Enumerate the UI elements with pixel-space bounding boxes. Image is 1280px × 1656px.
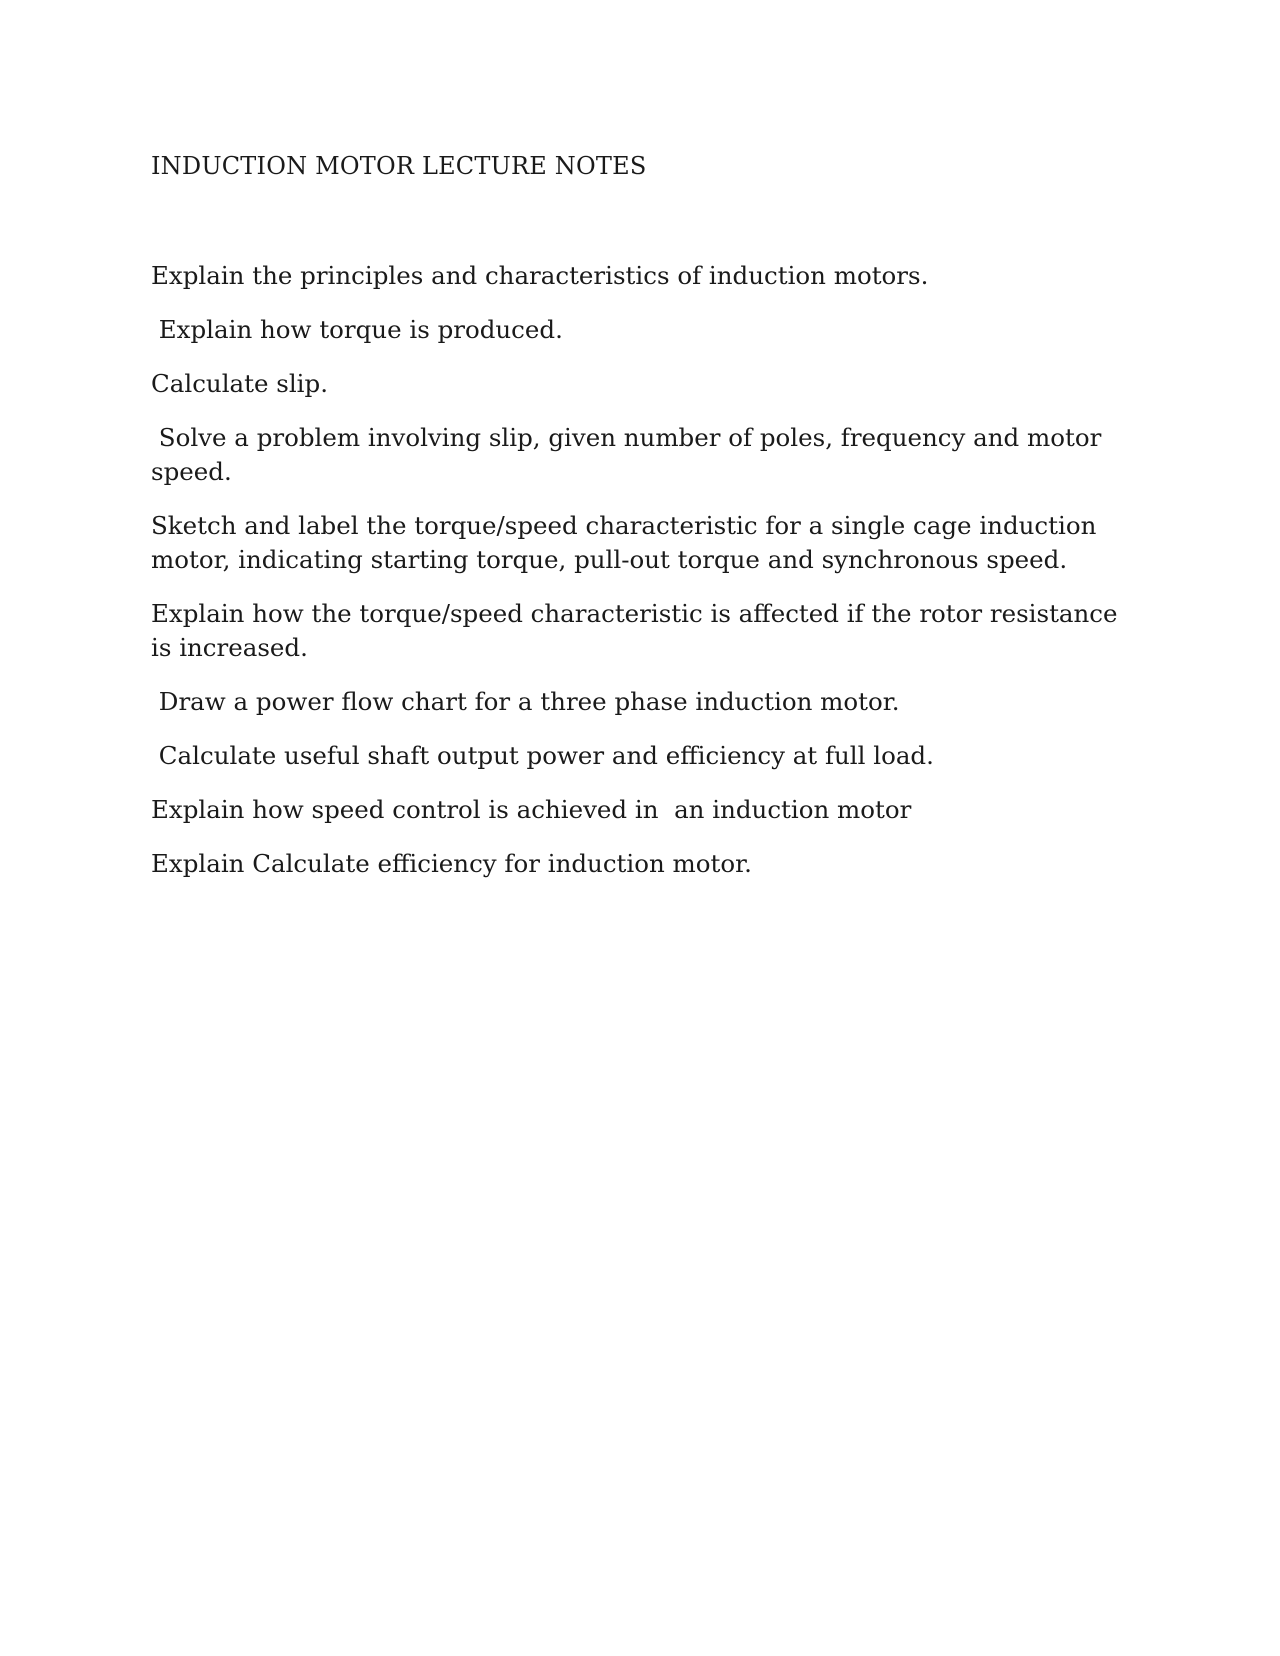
objective-torque-production: Explain how torque is produced. [151,315,563,344]
objective-rotor-resistance: Explain how the torque/speed characteristic is affected if the rotor resistance is increased. [151,599,1126,662]
objective-speed-control: Explain how speed control is achieved in an induction motor [151,795,912,824]
objectives-list [151,259,1141,881]
objective-power-flow-chart: Draw a power flow chart for a three phase induction motor. [151,687,900,716]
objective-torque-speed-sketch: Sketch and label the torque/speed characteristic for a single cage induction motor, indicating starting torque, pull-out torque and synchronous speed. [151,511,1105,574]
objective-principles: Explain the principles and characteristics of induction motors. [151,261,929,290]
document-body [151,150,1141,901]
objective-slip-problem: Solve a problem involving slip, given number of poles, frequency and motor speed. [151,423,1110,486]
objective-shaft-output-power: Calculate useful shaft output power and efficiency at full load. [151,741,934,770]
objective-efficiency: Explain Calculate efficiency for induction motor. [151,849,752,878]
objective-calculate-slip: Calculate slip. [151,369,328,398]
document-title: INDUCTION MOTOR LECTURE NOTES [151,152,647,180]
